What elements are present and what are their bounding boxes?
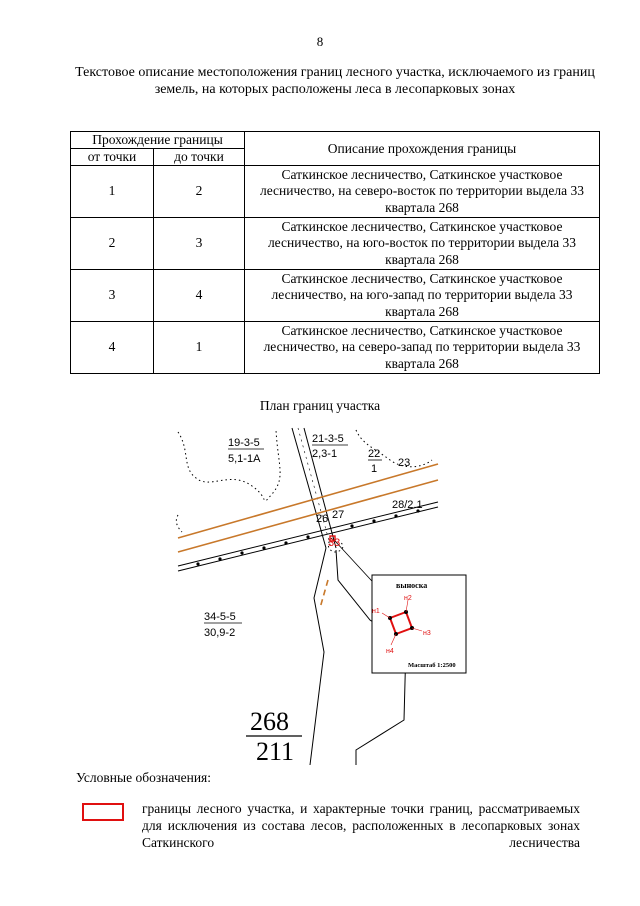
road-line — [178, 480, 438, 552]
legend-boundary-swatch — [82, 803, 124, 821]
plot-label: 28/2.1 — [392, 499, 423, 511]
dotted-boundary — [176, 515, 182, 532]
cell-from: 4 — [71, 322, 154, 374]
legend-text: границы лесного участка, и характерные точки границ, рассматриваемых для исключения из состава лесов, расположенных в лесопарковых зонах Саткинского лесничества — [142, 801, 580, 850]
plot-label: 22 — [368, 448, 381, 460]
cell-from: 3 — [71, 270, 154, 322]
plot-label: 30,9-2 — [204, 627, 236, 639]
table-group-header: Прохождение границы — [71, 132, 245, 149]
quarter-boundary — [310, 548, 326, 765]
plot-label: 5,1-1А — [228, 453, 261, 465]
table-header-to: до точки — [154, 149, 245, 166]
plot-label: 1 — [371, 463, 378, 475]
table-header-from: от точки — [71, 149, 154, 166]
plan-caption: План границ участка — [259, 398, 381, 413]
plot-label: 34-5-5 — [204, 611, 236, 623]
point-label: н2 — [404, 595, 412, 602]
plot-label: 19-3-5 — [228, 437, 260, 449]
page-number: 8 — [316, 34, 324, 49]
cell-to: 2 — [154, 166, 245, 218]
boundary-table — [70, 131, 600, 374]
point-label: н1 — [372, 608, 380, 615]
plot-label: 21-3-5 — [312, 433, 344, 445]
point-label: н4 — [386, 648, 394, 655]
inset-scale: Масштаб 1:2500 — [408, 662, 456, 669]
power-line — [178, 502, 438, 566]
quarter-number: 211 — [256, 737, 295, 766]
table-row — [71, 322, 600, 374]
legend-title: Условные обозначения: — [76, 770, 212, 785]
plot-label: 26 — [316, 513, 329, 525]
document-title: Текстовое описание местоположения границ лесного участка, исключаемого из границ земель, на которых расположены леса в лесопарковых зонах — [75, 65, 595, 97]
plot-label: 27 — [332, 509, 345, 521]
plot-label: 33 — [328, 537, 341, 549]
plot-label: 2,3-1 — [312, 448, 338, 460]
table-row — [71, 166, 600, 218]
cell-from: 2 — [71, 218, 154, 270]
cell-to: 1 — [154, 322, 245, 374]
table-row — [71, 270, 600, 322]
inset-title: выноска — [396, 581, 428, 590]
point-label: н3 — [423, 630, 431, 637]
plot-label: 23 — [398, 457, 411, 469]
table-header-description: Описание прохождения границы — [245, 132, 600, 166]
cell-to: 3 — [154, 218, 245, 270]
dashed-road-boundary — [320, 580, 328, 608]
cell-description: Саткинское лесничество, Саткинское участковое лесничество, на юго-запад по территории выдела 33 квартала 268 — [245, 270, 600, 322]
cell-description: Саткинское лесничество, Саткинское участковое лесничество, на северо-восток по территории выдела 33 квартала 268 — [245, 166, 600, 218]
cell-from: 1 — [71, 166, 154, 218]
inset-callout — [372, 575, 466, 673]
boundary-plan-map — [160, 420, 456, 766]
quarter-number: 268 — [250, 707, 289, 736]
cell-description: Саткинское лесничество, Саткинское участковое лесничество, на юго-восток по территории выдела 33 квартала 268 — [245, 218, 600, 270]
cell-to: 4 — [154, 270, 245, 322]
cell-description: Саткинское лесничество, Саткинское участковое лесничество, на северо-запад по территории выдела 33 квартала 268 — [245, 322, 600, 374]
table-row — [71, 218, 600, 270]
